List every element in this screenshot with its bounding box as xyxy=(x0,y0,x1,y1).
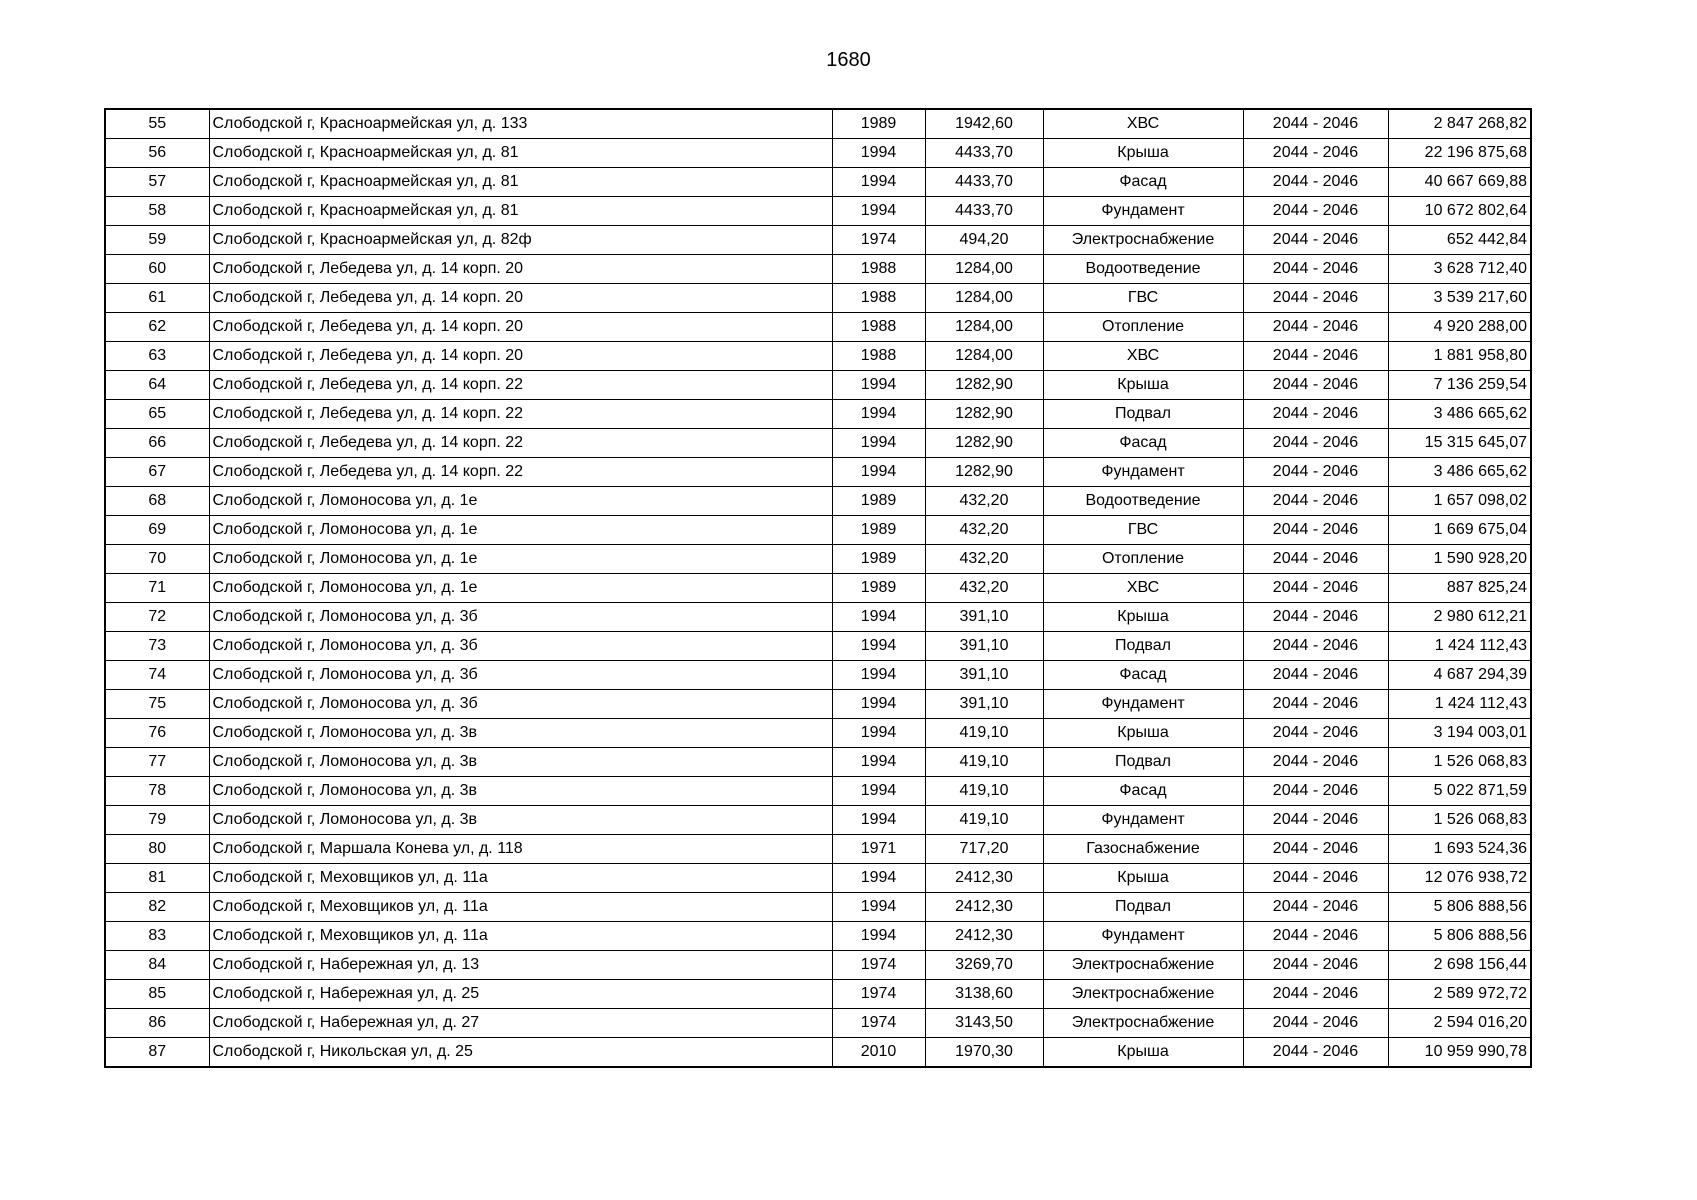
cell-work-type: Электроснабжение xyxy=(1043,226,1243,255)
cell-build-year: 1994 xyxy=(832,371,925,400)
cell-period: 2044 - 2046 xyxy=(1243,661,1388,690)
cell-work-type: ХВС xyxy=(1043,342,1243,371)
cell-address: Слободской г, Ломоносова ул, д. 3в xyxy=(209,719,832,748)
cell-period: 2044 - 2046 xyxy=(1243,777,1388,806)
table-row xyxy=(105,574,1531,603)
cell-build-year: 1974 xyxy=(832,1009,925,1038)
cell-work-type: ХВС xyxy=(1043,109,1243,139)
cell-cost: 5 022 871,59 xyxy=(1388,777,1531,806)
table-row xyxy=(105,516,1531,545)
cell-build-year: 1989 xyxy=(832,109,925,139)
table-row xyxy=(105,661,1531,690)
cell-address: Слободской г, Красноармейская ул, д. 81 xyxy=(209,197,832,226)
cell-row-number: 66 xyxy=(105,429,209,458)
cell-row-number: 62 xyxy=(105,313,209,342)
cell-address: Слободской г, Красноармейская ул, д. 81 xyxy=(209,168,832,197)
cell-work-type: Электроснабжение xyxy=(1043,1009,1243,1038)
cell-period: 2044 - 2046 xyxy=(1243,951,1388,980)
table-row xyxy=(105,835,1531,864)
cell-area: 4433,70 xyxy=(925,197,1043,226)
cell-build-year: 1994 xyxy=(832,168,925,197)
cell-row-number: 80 xyxy=(105,835,209,864)
cell-build-year: 1974 xyxy=(832,980,925,1009)
table-row xyxy=(105,371,1531,400)
cell-work-type: Газоснабжение xyxy=(1043,835,1243,864)
cell-area: 3269,70 xyxy=(925,951,1043,980)
cell-period: 2044 - 2046 xyxy=(1243,400,1388,429)
table-row xyxy=(105,429,1531,458)
cell-cost: 4 687 294,39 xyxy=(1388,661,1531,690)
cell-build-year: 1994 xyxy=(832,139,925,168)
cell-build-year: 1994 xyxy=(832,429,925,458)
cell-period: 2044 - 2046 xyxy=(1243,1038,1388,1068)
table-row xyxy=(105,139,1531,168)
cell-area: 2412,30 xyxy=(925,864,1043,893)
cell-area: 3138,60 xyxy=(925,980,1043,1009)
cell-build-year: 1994 xyxy=(832,806,925,835)
cell-cost: 2 698 156,44 xyxy=(1388,951,1531,980)
cell-cost: 1 526 068,83 xyxy=(1388,748,1531,777)
cell-cost: 2 594 016,20 xyxy=(1388,1009,1531,1038)
cell-area: 3143,50 xyxy=(925,1009,1043,1038)
table-row xyxy=(105,603,1531,632)
table-row xyxy=(105,1009,1531,1038)
cell-row-number: 69 xyxy=(105,516,209,545)
cell-build-year: 1989 xyxy=(832,516,925,545)
capital-repair-table xyxy=(104,108,1532,1068)
cell-cost: 15 315 645,07 xyxy=(1388,429,1531,458)
cell-address: Слободской г, Меховщиков ул, д. 11а xyxy=(209,893,832,922)
cell-work-type: Фундамент xyxy=(1043,690,1243,719)
table-row xyxy=(105,864,1531,893)
cell-address: Слободской г, Ломоносова ул, д. 1е xyxy=(209,516,832,545)
cell-work-type: Отопление xyxy=(1043,545,1243,574)
cell-row-number: 58 xyxy=(105,197,209,226)
cell-cost: 5 806 888,56 xyxy=(1388,922,1531,951)
cell-area: 1284,00 xyxy=(925,342,1043,371)
cell-build-year: 1971 xyxy=(832,835,925,864)
cell-period: 2044 - 2046 xyxy=(1243,922,1388,951)
cell-area: 1284,00 xyxy=(925,284,1043,313)
cell-row-number: 59 xyxy=(105,226,209,255)
cell-build-year: 1989 xyxy=(832,574,925,603)
cell-work-type: Фасад xyxy=(1043,168,1243,197)
table-row xyxy=(105,719,1531,748)
cell-build-year: 1994 xyxy=(832,893,925,922)
cell-period: 2044 - 2046 xyxy=(1243,516,1388,545)
cell-address: Слободской г, Никольская ул, д. 25 xyxy=(209,1038,832,1068)
table-row xyxy=(105,284,1531,313)
cell-period: 2044 - 2046 xyxy=(1243,690,1388,719)
cell-period: 2044 - 2046 xyxy=(1243,109,1388,139)
cell-address: Слободской г, Ломоносова ул, д. 3в xyxy=(209,748,832,777)
cell-period: 2044 - 2046 xyxy=(1243,342,1388,371)
cell-address: Слободской г, Лебедева ул, д. 14 корп. 22 xyxy=(209,400,832,429)
cell-address: Слободской г, Набережная ул, д. 13 xyxy=(209,951,832,980)
cell-period: 2044 - 2046 xyxy=(1243,603,1388,632)
cell-address: Слободской г, Лебедева ул, д. 14 корп. 20 xyxy=(209,284,832,313)
cell-address: Слободской г, Лебедева ул, д. 14 корп. 22 xyxy=(209,429,832,458)
cell-area: 432,20 xyxy=(925,574,1043,603)
cell-cost: 10 959 990,78 xyxy=(1388,1038,1531,1068)
cell-cost: 1 693 524,36 xyxy=(1388,835,1531,864)
cell-work-type: ГВС xyxy=(1043,284,1243,313)
cell-cost: 3 539 217,60 xyxy=(1388,284,1531,313)
table-row xyxy=(105,458,1531,487)
cell-work-type: Фундамент xyxy=(1043,458,1243,487)
cell-work-type: Крыша xyxy=(1043,719,1243,748)
cell-cost: 4 920 288,00 xyxy=(1388,313,1531,342)
cell-area: 419,10 xyxy=(925,719,1043,748)
cell-row-number: 68 xyxy=(105,487,209,516)
cell-area: 717,20 xyxy=(925,835,1043,864)
cell-row-number: 83 xyxy=(105,922,209,951)
cell-cost: 12 076 938,72 xyxy=(1388,864,1531,893)
cell-cost: 3 486 665,62 xyxy=(1388,400,1531,429)
cell-work-type: Крыша xyxy=(1043,1038,1243,1068)
cell-work-type: Крыша xyxy=(1043,371,1243,400)
cell-address: Слободской г, Ломоносова ул, д. 3б xyxy=(209,603,832,632)
cell-address: Слободской г, Лебедева ул, д. 14 корп. 22 xyxy=(209,371,832,400)
cell-row-number: 55 xyxy=(105,109,209,139)
cell-cost: 3 194 003,01 xyxy=(1388,719,1531,748)
cell-address: Слободской г, Лебедева ул, д. 14 корп. 20 xyxy=(209,255,832,284)
table-row xyxy=(105,748,1531,777)
table-row xyxy=(105,545,1531,574)
cell-cost: 652 442,84 xyxy=(1388,226,1531,255)
cell-work-type: ХВС xyxy=(1043,574,1243,603)
cell-period: 2044 - 2046 xyxy=(1243,748,1388,777)
cell-row-number: 63 xyxy=(105,342,209,371)
cell-work-type: Крыша xyxy=(1043,864,1243,893)
cell-row-number: 60 xyxy=(105,255,209,284)
cell-cost: 5 806 888,56 xyxy=(1388,893,1531,922)
cell-period: 2044 - 2046 xyxy=(1243,545,1388,574)
table-row xyxy=(105,487,1531,516)
table-row xyxy=(105,632,1531,661)
cell-period: 2044 - 2046 xyxy=(1243,226,1388,255)
cell-build-year: 1988 xyxy=(832,284,925,313)
cell-address: Слободской г, Красноармейская ул, д. 81 xyxy=(209,139,832,168)
cell-period: 2044 - 2046 xyxy=(1243,893,1388,922)
cell-period: 2044 - 2046 xyxy=(1243,487,1388,516)
cell-cost: 1 526 068,83 xyxy=(1388,806,1531,835)
cell-address: Слободской г, Ломоносова ул, д. 3в xyxy=(209,777,832,806)
cell-build-year: 1994 xyxy=(832,400,925,429)
cell-period: 2044 - 2046 xyxy=(1243,632,1388,661)
table-row xyxy=(105,777,1531,806)
cell-row-number: 76 xyxy=(105,719,209,748)
cell-row-number: 56 xyxy=(105,139,209,168)
table-row xyxy=(105,197,1531,226)
cell-build-year: 1994 xyxy=(832,719,925,748)
cell-row-number: 86 xyxy=(105,1009,209,1038)
cell-cost: 887 825,24 xyxy=(1388,574,1531,603)
cell-build-year: 1994 xyxy=(832,632,925,661)
cell-area: 432,20 xyxy=(925,487,1043,516)
cell-area: 2412,30 xyxy=(925,893,1043,922)
table-row xyxy=(105,226,1531,255)
cell-period: 2044 - 2046 xyxy=(1243,197,1388,226)
cell-row-number: 77 xyxy=(105,748,209,777)
cell-work-type: Фундамент xyxy=(1043,197,1243,226)
cell-period: 2044 - 2046 xyxy=(1243,835,1388,864)
cell-row-number: 67 xyxy=(105,458,209,487)
cell-area: 419,10 xyxy=(925,748,1043,777)
cell-cost: 2 980 612,21 xyxy=(1388,603,1531,632)
table-row xyxy=(105,313,1531,342)
cell-build-year: 1994 xyxy=(832,661,925,690)
cell-address: Слободской г, Набережная ул, д. 27 xyxy=(209,1009,832,1038)
cell-period: 2044 - 2046 xyxy=(1243,255,1388,284)
cell-area: 419,10 xyxy=(925,806,1043,835)
cell-cost: 22 196 875,68 xyxy=(1388,139,1531,168)
cell-address: Слободской г, Красноармейская ул, д. 133 xyxy=(209,109,832,139)
cell-work-type: Подвал xyxy=(1043,632,1243,661)
cell-work-type: Электроснабжение xyxy=(1043,980,1243,1009)
cell-build-year: 1988 xyxy=(832,313,925,342)
cell-build-year: 1994 xyxy=(832,197,925,226)
table-row xyxy=(105,690,1531,719)
cell-area: 1284,00 xyxy=(925,313,1043,342)
cell-area: 1970,30 xyxy=(925,1038,1043,1068)
cell-area: 391,10 xyxy=(925,603,1043,632)
cell-period: 2044 - 2046 xyxy=(1243,1009,1388,1038)
cell-build-year: 1994 xyxy=(832,748,925,777)
cell-area: 494,20 xyxy=(925,226,1043,255)
table-row xyxy=(105,1038,1531,1068)
cell-row-number: 57 xyxy=(105,168,209,197)
table-row xyxy=(105,922,1531,951)
cell-address: Слободской г, Лебедева ул, д. 14 корп. 20 xyxy=(209,313,832,342)
cell-area: 1282,90 xyxy=(925,371,1043,400)
cell-build-year: 1989 xyxy=(832,487,925,516)
cell-period: 2044 - 2046 xyxy=(1243,168,1388,197)
cell-work-type: Крыша xyxy=(1043,603,1243,632)
cell-build-year: 2010 xyxy=(832,1038,925,1068)
cell-cost: 1 590 928,20 xyxy=(1388,545,1531,574)
cell-area: 391,10 xyxy=(925,632,1043,661)
table-row xyxy=(105,342,1531,371)
cell-row-number: 82 xyxy=(105,893,209,922)
cell-cost: 7 136 259,54 xyxy=(1388,371,1531,400)
cell-address: Слободской г, Лебедева ул, д. 14 корп. 20 xyxy=(209,342,832,371)
cell-work-type: ГВС xyxy=(1043,516,1243,545)
cell-period: 2044 - 2046 xyxy=(1243,719,1388,748)
cell-work-type: Электроснабжение xyxy=(1043,951,1243,980)
cell-work-type: Фундамент xyxy=(1043,922,1243,951)
cell-work-type: Водоотведение xyxy=(1043,255,1243,284)
cell-period: 2044 - 2046 xyxy=(1243,313,1388,342)
cell-period: 2044 - 2046 xyxy=(1243,139,1388,168)
cell-build-year: 1974 xyxy=(832,226,925,255)
cell-period: 2044 - 2046 xyxy=(1243,284,1388,313)
cell-address: Слободской г, Ломоносова ул, д. 3б xyxy=(209,661,832,690)
cell-address: Слободской г, Ломоносова ул, д. 1е xyxy=(209,487,832,516)
page-number: 1680 xyxy=(826,49,871,71)
cell-build-year: 1994 xyxy=(832,922,925,951)
table-row xyxy=(105,109,1531,139)
table-row xyxy=(105,255,1531,284)
cell-period: 2044 - 2046 xyxy=(1243,806,1388,835)
cell-area: 419,10 xyxy=(925,777,1043,806)
cell-area: 1284,00 xyxy=(925,255,1043,284)
cell-build-year: 1994 xyxy=(832,458,925,487)
cell-work-type: Отопление xyxy=(1043,313,1243,342)
cell-address: Слободской г, Ломоносова ул, д. 3в xyxy=(209,806,832,835)
cell-cost: 3 628 712,40 xyxy=(1388,255,1531,284)
cell-address: Слободской г, Красноармейская ул, д. 82ф xyxy=(209,226,832,255)
cell-cost: 1 657 098,02 xyxy=(1388,487,1531,516)
table-row xyxy=(105,168,1531,197)
cell-area: 4433,70 xyxy=(925,168,1043,197)
cell-cost: 1 881 958,80 xyxy=(1388,342,1531,371)
cell-work-type: Фасад xyxy=(1043,429,1243,458)
cell-area: 2412,30 xyxy=(925,922,1043,951)
cell-area: 1282,90 xyxy=(925,400,1043,429)
cell-build-year: 1994 xyxy=(832,690,925,719)
cell-area: 391,10 xyxy=(925,661,1043,690)
cell-address: Слободской г, Лебедева ул, д. 14 корп. 22 xyxy=(209,458,832,487)
cell-area: 391,10 xyxy=(925,690,1043,719)
cell-period: 2044 - 2046 xyxy=(1243,574,1388,603)
cell-row-number: 70 xyxy=(105,545,209,574)
cell-work-type: Подвал xyxy=(1043,748,1243,777)
cell-row-number: 64 xyxy=(105,371,209,400)
cell-build-year: 1994 xyxy=(832,603,925,632)
cell-cost: 40 667 669,88 xyxy=(1388,168,1531,197)
table-row xyxy=(105,400,1531,429)
cell-address: Слободской г, Ломоносова ул, д. 1е xyxy=(209,574,832,603)
cell-area: 1282,90 xyxy=(925,458,1043,487)
cell-cost: 2 589 972,72 xyxy=(1388,980,1531,1009)
cell-area: 432,20 xyxy=(925,516,1043,545)
cell-row-number: 65 xyxy=(105,400,209,429)
cell-row-number: 78 xyxy=(105,777,209,806)
cell-row-number: 84 xyxy=(105,951,209,980)
cell-build-year: 1989 xyxy=(832,545,925,574)
cell-cost: 1 424 112,43 xyxy=(1388,632,1531,661)
cell-period: 2044 - 2046 xyxy=(1243,458,1388,487)
cell-address: Слободской г, Ломоносова ул, д. 1е xyxy=(209,545,832,574)
cell-area: 1942,60 xyxy=(925,109,1043,139)
table-row xyxy=(105,806,1531,835)
cell-cost: 1 424 112,43 xyxy=(1388,690,1531,719)
cell-build-year: 1988 xyxy=(832,255,925,284)
cell-work-type: Подвал xyxy=(1043,400,1243,429)
table-row xyxy=(105,893,1531,922)
cell-cost: 10 672 802,64 xyxy=(1388,197,1531,226)
cell-build-year: 1994 xyxy=(832,864,925,893)
cell-address: Слободской г, Меховщиков ул, д. 11а xyxy=(209,864,832,893)
cell-row-number: 87 xyxy=(105,1038,209,1068)
cell-work-type: Фасад xyxy=(1043,777,1243,806)
cell-row-number: 73 xyxy=(105,632,209,661)
table-row xyxy=(105,980,1531,1009)
cell-area: 1282,90 xyxy=(925,429,1043,458)
cell-row-number: 74 xyxy=(105,661,209,690)
cell-area: 432,20 xyxy=(925,545,1043,574)
cell-period: 2044 - 2046 xyxy=(1243,371,1388,400)
cell-period: 2044 - 2046 xyxy=(1243,429,1388,458)
cell-build-year: 1988 xyxy=(832,342,925,371)
cell-period: 2044 - 2046 xyxy=(1243,864,1388,893)
cell-row-number: 61 xyxy=(105,284,209,313)
cell-work-type: Фасад xyxy=(1043,661,1243,690)
cell-row-number: 85 xyxy=(105,980,209,1009)
cell-work-type: Фундамент xyxy=(1043,806,1243,835)
cell-address: Слободской г, Набережная ул, д. 25 xyxy=(209,980,832,1009)
cell-address: Слободской г, Маршала Конева ул, д. 118 xyxy=(209,835,832,864)
cell-row-number: 81 xyxy=(105,864,209,893)
table-body xyxy=(105,109,1531,1067)
cell-cost: 3 486 665,62 xyxy=(1388,458,1531,487)
cell-row-number: 72 xyxy=(105,603,209,632)
cell-work-type: Подвал xyxy=(1043,893,1243,922)
table-row xyxy=(105,951,1531,980)
cell-address: Слободской г, Ломоносова ул, д. 3б xyxy=(209,632,832,661)
cell-row-number: 79 xyxy=(105,806,209,835)
cell-period: 2044 - 2046 xyxy=(1243,980,1388,1009)
cell-work-type: Водоотведение xyxy=(1043,487,1243,516)
cell-cost: 1 669 675,04 xyxy=(1388,516,1531,545)
cell-build-year: 1994 xyxy=(832,777,925,806)
cell-area: 4433,70 xyxy=(925,139,1043,168)
cell-address: Слободской г, Ломоносова ул, д. 3б xyxy=(209,690,832,719)
cell-cost: 2 847 268,82 xyxy=(1388,109,1531,139)
cell-address: Слободской г, Меховщиков ул, д. 11а xyxy=(209,922,832,951)
cell-row-number: 71 xyxy=(105,574,209,603)
cell-work-type: Крыша xyxy=(1043,139,1243,168)
cell-row-number: 75 xyxy=(105,690,209,719)
cell-build-year: 1974 xyxy=(832,951,925,980)
